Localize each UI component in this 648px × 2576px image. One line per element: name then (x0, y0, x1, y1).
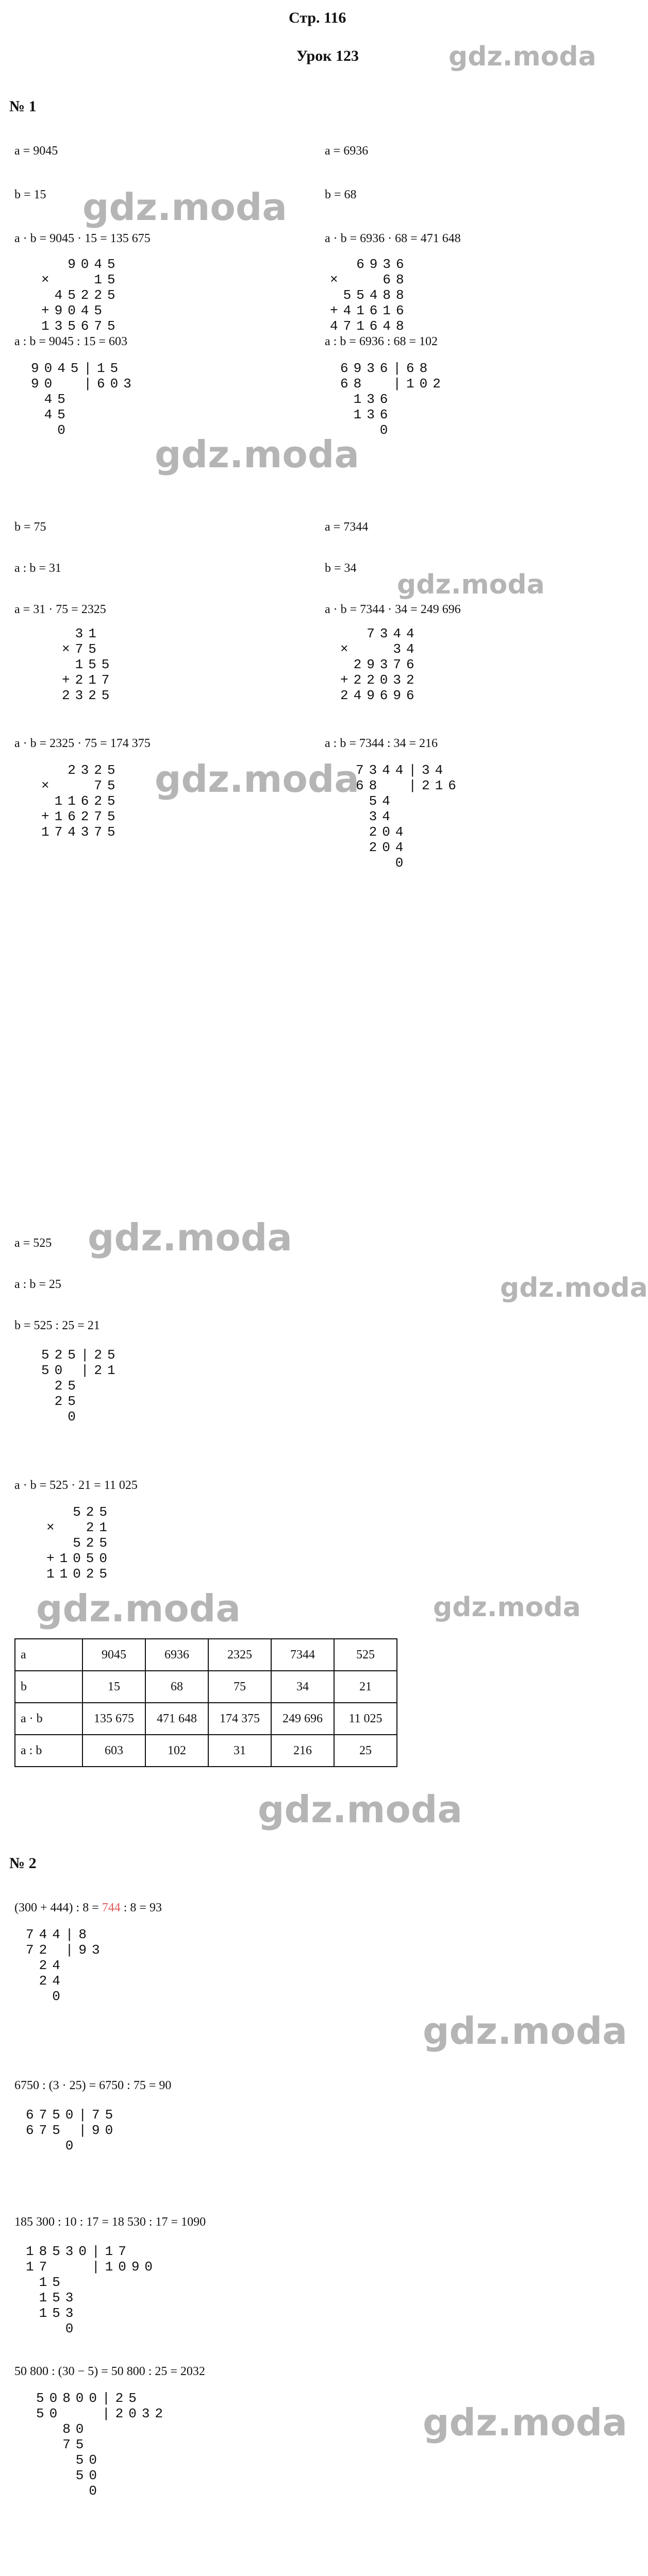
s1-a3: a = 31 · 75 = 2325 (14, 603, 106, 616)
column-div-2 (340, 361, 446, 438)
table-cell: 216 (271, 1735, 334, 1767)
s1-b1: b = 15 (14, 188, 46, 201)
column-line: 153 (26, 2290, 79, 2306)
column-line: 17 |1090 (26, 2259, 158, 2275)
column-line: 6936 (330, 257, 409, 272)
table-cell: 249 696 (271, 1703, 334, 1735)
s2-e1-highlight: 744 (102, 1901, 121, 1914)
column-line: 24 (26, 1958, 65, 1973)
column-line: 136 (340, 392, 393, 407)
column-mult-2 (330, 257, 422, 334)
s1-a1: a = 9045 (14, 144, 58, 158)
table-cell: 75 (208, 1671, 271, 1703)
column-line: 24 (26, 1973, 65, 1989)
s1-b2: b = 68 (325, 188, 357, 201)
s1-a2: a = 6936 (325, 144, 369, 158)
column-line: 11025 (46, 1566, 113, 1582)
table-row (15, 1735, 397, 1767)
column-line: 0 (26, 2138, 79, 2154)
watermark: gdz.moda (258, 1788, 462, 1831)
column-line: 25 (41, 1394, 81, 1409)
table-cell: 11 025 (334, 1703, 397, 1735)
table-cell: 603 (82, 1735, 145, 1767)
column-line: 50 (36, 2468, 103, 2483)
column-line: × 75 (41, 778, 121, 793)
column-line: 0 (26, 1989, 65, 2004)
table-cell: a · b (15, 1703, 82, 1735)
column-line: +217 (62, 672, 115, 688)
column-mult-4 (340, 626, 433, 703)
column-line: 153 (26, 2306, 79, 2321)
s1-d3: a : b = 31 (14, 562, 61, 575)
column-line: 11625 (41, 793, 121, 809)
column-line: 7344|34 (356, 762, 448, 778)
column-line: +9045 (41, 303, 121, 318)
s1-b4: b = 34 (325, 562, 357, 575)
table-cell: a : b (15, 1735, 82, 1767)
column-line: 25 (41, 1378, 81, 1394)
s2-e1-part3: : 8 = 93 (120, 1901, 162, 1914)
table-cell: a (15, 1639, 82, 1671)
table-cell: 525 (334, 1639, 397, 1671)
column-line: 6750|75 (26, 2107, 119, 2123)
column-mult-6 (46, 1504, 126, 1582)
column-line: × 68 (330, 272, 409, 287)
column-line: 80 (36, 2421, 89, 2437)
s1-b3: b = 75 (14, 520, 46, 534)
column-line: 0 (26, 2321, 79, 2336)
s1-m2: a · b = 6936 · 68 = 471 648 (325, 232, 461, 245)
s1-d1: a : b = 9045 : 15 = 603 (14, 335, 128, 348)
column-line: 249696 (340, 688, 420, 703)
table-row (15, 1639, 397, 1671)
column-line: 18530|17 (26, 2244, 131, 2259)
column-line: 55488 (330, 287, 409, 303)
column-line: 50 |21 (41, 1363, 121, 1378)
column-line: ×75 (62, 641, 102, 657)
watermark: gdz.moda (433, 1592, 581, 1623)
column-line: 75 (36, 2437, 89, 2452)
table-cell: 34 (271, 1671, 334, 1703)
watermark: gdz.moda (423, 2009, 627, 2053)
table-cell: 135 675 (82, 1703, 145, 1735)
column-line: 6936|68 (340, 361, 433, 376)
column-line: 136 (340, 407, 393, 422)
s1-m1: a · b = 9045 · 15 = 135 675 (14, 232, 151, 245)
column-line: 50800|25 (36, 2391, 142, 2406)
column-mult-3 (62, 626, 114, 703)
table-cell: b (15, 1671, 82, 1703)
watermark: gdz.moda (397, 569, 545, 600)
column-line: 525 (46, 1535, 113, 1551)
s1-a4: a = 7344 (325, 520, 369, 534)
watermark: gdz.moda (88, 1216, 292, 1259)
column-line: +41616 (330, 303, 423, 318)
s2-e4: 50 800 : (30 − 5) = 50 800 : 25 = 2032 (14, 2365, 205, 2378)
table-cell: 21 (334, 1671, 397, 1703)
table-cell: 68 (145, 1671, 208, 1703)
s1-d5: a : b = 25 (14, 1278, 61, 1291)
watermark: gdz.moda (36, 1587, 241, 1630)
column-line: 50 |2032 (36, 2406, 169, 2421)
column-line: 471648 (330, 318, 409, 334)
table-row (15, 1703, 397, 1735)
watermark: gdz.moda (500, 1273, 648, 1303)
column-line: 68 |102 (340, 376, 446, 392)
table-cell: 6936 (145, 1639, 208, 1671)
column-line: 204 (356, 824, 409, 840)
column-line: × 21 (46, 1520, 113, 1535)
column-line: 744|8 (26, 1927, 92, 1942)
watermark: gdz.moda (155, 433, 359, 476)
column-line: 2325 (41, 762, 121, 778)
column-line: 29376 (340, 657, 420, 672)
column-line: 45 (31, 392, 71, 407)
column-line: 7344 (340, 626, 420, 641)
column-line: 68 |216 (356, 778, 461, 793)
column-line: 0 (36, 2483, 103, 2499)
column-mult-5 (41, 762, 134, 840)
column-mult-1 (41, 257, 121, 334)
column-line: × 34 (340, 641, 420, 657)
section-1-title: № 1 (9, 98, 37, 115)
table-cell: 7344 (271, 1639, 334, 1671)
s1-m3: a · b = 2325 · 75 = 174 375 (14, 737, 151, 750)
s1-d4: a : b = 7344 : 34 = 216 (325, 737, 438, 750)
values-table (14, 1638, 397, 1767)
column-line: 135675 (41, 318, 121, 334)
watermark: gdz.moda (423, 2401, 627, 2444)
s2-e1 (14, 1901, 162, 1915)
watermark: gdz.moda (82, 185, 287, 229)
column-line: +22032 (340, 672, 433, 688)
column-line: 204 (356, 840, 409, 855)
page-number: Стр. 116 (289, 9, 346, 26)
s2-e3: 185 300 : 10 : 17 = 18 530 : 17 = 1090 (14, 2215, 206, 2229)
section-2-title: № 2 (9, 1855, 37, 1872)
column-div-4 (356, 762, 461, 871)
column-div-5 (41, 1347, 121, 1425)
column-line: 2325 (62, 688, 115, 703)
column-line: 174375 (41, 824, 121, 840)
lesson-title: Урок 123 (296, 47, 359, 64)
column-line: 0 (41, 1409, 81, 1425)
column-line: +1050 (46, 1551, 126, 1566)
column-line: 50 (36, 2452, 103, 2468)
table-cell: 9045 (82, 1639, 145, 1671)
column-line: 9045|15 (31, 361, 124, 376)
column-div-6 (26, 1927, 105, 2004)
column-line: 45 (31, 407, 71, 422)
watermark-logo: gdz.moda (448, 41, 596, 72)
column-line: 34 (356, 809, 395, 824)
column-line: 525|25 (41, 1347, 121, 1363)
column-line: 9045 (41, 257, 121, 272)
table-row (15, 1671, 397, 1703)
column-line: 45225 (41, 287, 121, 303)
column-line: × 15 (41, 272, 121, 287)
column-line: 0 (31, 422, 71, 438)
s1-a5: a = 525 (14, 1236, 52, 1250)
s1-m5: a · b = 525 · 21 = 11 025 (14, 1479, 138, 1492)
watermark: gdz.moda (155, 757, 359, 801)
column-line: 15 (26, 2275, 65, 2290)
column-line: +16275 (41, 809, 134, 824)
table-cell: 174 375 (208, 1703, 271, 1735)
table-cell: 25 (334, 1735, 397, 1767)
column-line: 72 |93 (26, 1942, 105, 1958)
column-div-8 (26, 2244, 158, 2336)
table-cell: 471 648 (145, 1703, 208, 1735)
column-line: 31 (62, 626, 102, 641)
column-line: 0 (340, 422, 393, 438)
column-div-7 (26, 2107, 118, 2154)
column-div-9 (36, 2391, 168, 2499)
table-cell: 15 (82, 1671, 145, 1703)
s2-e1-part1: (300 + 444) : 8 = (14, 1901, 102, 1914)
table-cell: 2325 (208, 1639, 271, 1671)
s1-m4: a · b = 7344 · 34 = 249 696 (325, 603, 461, 616)
table-cell: 31 (208, 1735, 271, 1767)
column-line: 155 (62, 657, 115, 672)
column-line: 675 |90 (26, 2123, 119, 2138)
s1-d2: a : b = 6936 : 68 = 102 (325, 335, 438, 348)
column-div-1 (31, 361, 137, 438)
table-cell: 102 (145, 1735, 208, 1767)
s1-b5: b = 525 : 25 = 21 (14, 1319, 100, 1332)
column-line: 54 (356, 793, 395, 809)
s2-e2: 6750 : (3 · 25) = 6750 : 75 = 90 (14, 2079, 172, 2092)
column-line: 525 (46, 1504, 113, 1520)
column-line: 90 |603 (31, 376, 137, 392)
column-line: 0 (356, 855, 409, 871)
